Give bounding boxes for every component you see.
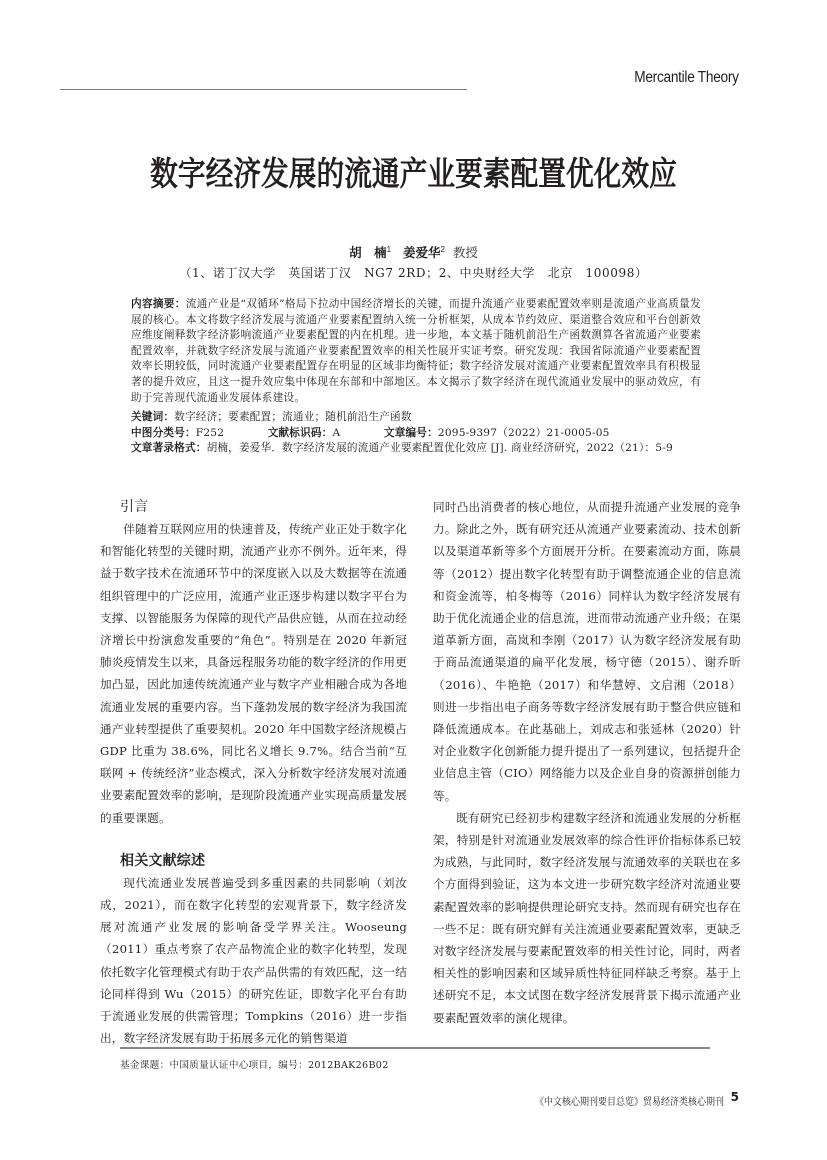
abstract [131,297,701,406]
abstract-label: 内容摘要： [131,298,186,310]
citation-label: 文章著录格式： [131,442,207,455]
clc-value: F252 [195,426,225,439]
classification-line [131,426,706,442]
paper-title: 数字经济发展的流通产业要素配置优化效应 [150,154,677,193]
right-column [433,496,741,1029]
author-line [0,243,827,261]
running-head: Mercantile Theory [634,69,739,86]
citation-text: 胡楠，姜爱华．数字经济发展的流通产业要素配置优化效应 [J]. 商业经济研究，2022（21）：5-9 [206,442,673,455]
article-no-value: 2095-9397（2022）21-0005-05 [437,426,610,439]
article-metadata [131,410,706,457]
keywords-text: 数字经济；要素配置；流通业；随机前沿生产函数 [174,411,412,423]
doc-code-value: A [332,426,341,439]
body-paragraph: 现代流通业发展普遍受到多重因素的共同影响（刘汝成，2021），而在数字化转型的宏观背景下，数字经济发展对流通产业发展的影响备受学界关注。Wooseung（2011）重点考察了农产品物流企业的数字化转型，发现依托数字化管理模式有助于农产品供需的有效匹配，这一结论同样得到 Wu（2015）的研究佐证，即数字化平台有助于流通业发展的供需管理；Tompkins（2016）进一步指出，数字经济发展有助于拓展多元化的销售渠道 [100,875,407,1046]
author-affil-marker: 2 [440,244,445,254]
keywords-line [131,410,706,426]
author-title: 教授 [452,245,478,260]
abstract-text: 流通产业是“双循环”格局下拉动中国经济增长的关键，而提升流通产业要素配置效率则是流通产业高质量发展的核心。本文将数字经济发展与流通产业要素配置纳入统一分析框架，从成本节约效应、渠道整合效应和平台创新效应维度阐释数字经济影响流通产业要素配置的内在机理。进一步地，本文基于随机前沿生产函数测算各省流通产业要素配置效率，并就数字经济发展与流通产业要素配置效率的相关性展开实证考察。研究发现：我国省际流通产业要素配置效率长期较低，同时流通产业要素配置存在明显的区域非均衡特征；数字经济发展对流通产业要素配置效率具有积极显著的提升效应，且这一提升效应集中体现在东部和中部地区。本文揭示了数字经济在现代流通业发展中的驱动效应，有助于完善现代流通业发展体系建设。 [131,298,702,404]
body-paragraph: 伴随着互联网应用的快速普及，传统产业正处于数字化和智能化转型的关键时期，流通产业亦不例外。近年来，得益于数字技术在流通环节中的深度嵌入以及大数据等在流通组织管理中的广泛应用，流通产业正逐步构建以数字平台为支撑、以智能服务为保障的现代产品供应链，从而在拉动经济增长中扮演愈发重要的“角色”。特别是在 2020 年新冠肺炎疫情发生以来，具备远程服务功能的数字经济的作用更加凸显，因此加速传统流通产业与数字产业相融合成为各地流通业发展的重要内容。当下蓬勃发展的数字经济为我国流通产业转型提供了重要契机。2020 年中国数字经济规模占 GDP 比重为 38.6%，同比名义增长 9.7%。结合当前“互联网 + 传统经济”业态模式，深入分析数字经济发展对流通业要素配置效率的影响，是现阶段流通产业实现高质量发展的重要课题。 [100,522,407,825]
section-heading-literature-review: 相关文献综述 [120,852,206,869]
footer-journal: 《中文核心期刊要目总览》贸易经济类核心期刊 [535,1097,724,1108]
affiliations: （1、诺丁汉大学 英国诺丁汉 NG7 2RD；2、中央财经大学 北京 100098） [179,266,648,280]
author-name: 胡 楠 [349,245,387,260]
citation-line [131,441,706,457]
keywords-label: 关键词： [131,411,175,423]
clc-label: 中图分类号： [131,426,196,439]
author-affil-marker: 1 [386,244,392,254]
section-heading-introduction: 引言 [120,499,149,515]
author-name: 姜爱华 [402,245,441,260]
left-column [100,496,407,1049]
page-number: 5 [730,1090,739,1104]
doc-code-label: 文献标识码： [267,426,333,439]
article-no-label: 文章编号： [383,426,438,439]
fund-footnote: 基金课题：中国质量认证中心项目，编号：2012BAK26B02 [120,1060,389,1071]
footnote-rule [120,1047,710,1049]
body-paragraph: 同时凸出消费者的核心地位，从而提升流通产业发展的竞争力。除此之外，既有研究还从流通产业要素流动、技术创新以及渠道革新等多个方面展开分析。在要素流动方面，陈晨等（2012）提出数字化转型有助于调整流通企业的信息流和资金流等，柏冬梅等（2016）同样认为数字经济发展有助于优化流通企业的信息流，进而带动流通产业升级；在渠道革新方面，高岚和李刚（2017）认为数字经济发展有助于商品流通渠道的扁平化发展，杨守德（2015）、谢乔昕（2016）、牛艳艳（2017）和华慧婷、文启湘（2018）则进一步指出电子商务等数字经济发展有助于整合供应链和降低流通成本。在此基础上，刘成志和张延林（2020）针对企业数字化创新能力提升提出了一系列建议，包括提升企业信息主管（CIO）网络能力以及企业自身的资源拼创能力等。 [433,500,741,803]
body-paragraph: 既有研究已经初步构建数字经济和流通业发展的分析框架，特别是针对流通业发展效率的综合性评价指标体系已较为成熟，与此同时，数字经济发展与流通效率的关联也在多个方面得到验证，这为本文进一步研究数字经济对流通业要素配置效率的影响提供理论研究支持。然而现有研究也存在一些不足：既有研究鲜有关注流通业要素配置效率，更缺乏对数字经济发展与要素配置效率的相关性讨论，同时，两者相关性的影响因素和区域异质性特征同样缺乏考察。基于上述研究不足，本文试图在数字经济发展背景下揭示流通产业要素配置效率的演化规律。 [433,810,741,1025]
header-rule [60,89,467,90]
